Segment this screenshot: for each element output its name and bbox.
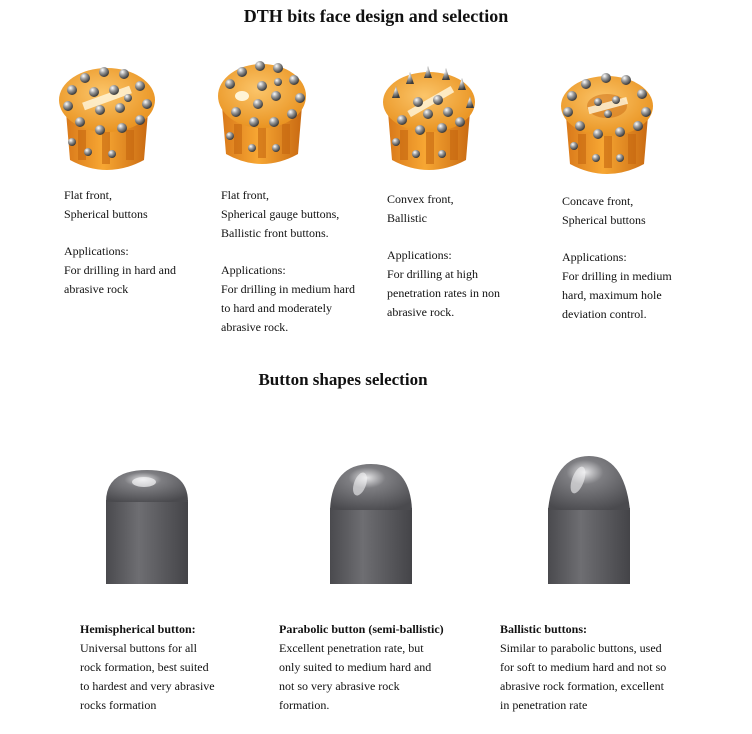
shape-line: not so very abrasive rock xyxy=(279,679,400,693)
design-line: Convex front, xyxy=(387,192,454,206)
hemispherical-button-image xyxy=(104,468,190,586)
applications-line: abrasive rock. xyxy=(221,320,289,334)
bit-description xyxy=(221,186,369,337)
applications-line: abrasive rock. xyxy=(387,305,455,319)
applications-line: to hard and moderately xyxy=(221,301,332,315)
design-line: Concave front, xyxy=(562,194,634,208)
parabolic-button-image xyxy=(328,462,414,586)
shape-line: Excellent penetration rate, but xyxy=(279,641,424,655)
button-description xyxy=(500,620,690,715)
shape-line: abrasive rock formation, excellent xyxy=(500,679,664,693)
applications-line: For drilling in hard and xyxy=(64,263,176,277)
shape-line: for soft to medium hard and not so xyxy=(500,660,667,674)
flat-spherical-bit-image xyxy=(52,60,162,178)
design-line: Flat front, xyxy=(64,188,112,202)
bit-description xyxy=(562,192,701,324)
button-description xyxy=(80,620,228,715)
shape-line: Similar to parabolic buttons, used xyxy=(500,641,662,655)
bit-description xyxy=(64,186,202,299)
shape-name: Hemispherical button: xyxy=(80,622,196,636)
section-title: Button shapes selection xyxy=(258,370,428,389)
design-line: Spherical gauge buttons, xyxy=(221,207,340,221)
shape-line: rock formation, best suited xyxy=(80,660,209,674)
ballistic-button-image xyxy=(546,454,632,586)
shape-line: only suited to medium hard and xyxy=(279,660,432,674)
shape-line: in penetration rate xyxy=(500,698,588,712)
design-line: Spherical buttons xyxy=(64,207,148,221)
shape-name: Parabolic button (semi-ballistic) xyxy=(279,622,444,636)
shape-line: rocks formation xyxy=(80,698,157,712)
applications-line: For drilling in medium hard xyxy=(221,282,355,296)
applications-line: abrasive rock xyxy=(64,282,129,296)
design-line: Ballistic xyxy=(387,211,427,225)
applications-label: Applications: xyxy=(221,263,286,277)
design-line: Flat front, xyxy=(221,188,269,202)
applications-line: hard, maximum hole xyxy=(562,288,662,302)
shape-line: Universal buttons for all xyxy=(80,641,197,655)
applications-label: Applications: xyxy=(64,244,129,258)
concave-spherical-bit-image xyxy=(554,66,660,184)
flat-gauge-ballistic-bit-image xyxy=(212,56,312,174)
button-description xyxy=(279,620,457,715)
applications-label: Applications: xyxy=(562,250,627,264)
bit-description xyxy=(387,190,524,322)
design-line: Spherical buttons xyxy=(562,213,646,227)
shape-line: to hardest and very abrasive xyxy=(80,679,215,693)
design-line: Ballistic front buttons. xyxy=(221,226,329,240)
applications-label: Applications: xyxy=(387,248,452,262)
applications-line: deviation control. xyxy=(562,307,647,321)
shape-name: Ballistic buttons: xyxy=(500,622,588,636)
applications-line: For drilling at high xyxy=(387,267,478,281)
shape-line: formation. xyxy=(279,698,330,712)
page-title: DTH bits face design and selection xyxy=(243,6,509,26)
applications-line: For drilling in medium xyxy=(562,269,672,283)
convex-ballistic-bit-image xyxy=(376,62,484,180)
applications-line: penetration rates in non xyxy=(387,286,500,300)
